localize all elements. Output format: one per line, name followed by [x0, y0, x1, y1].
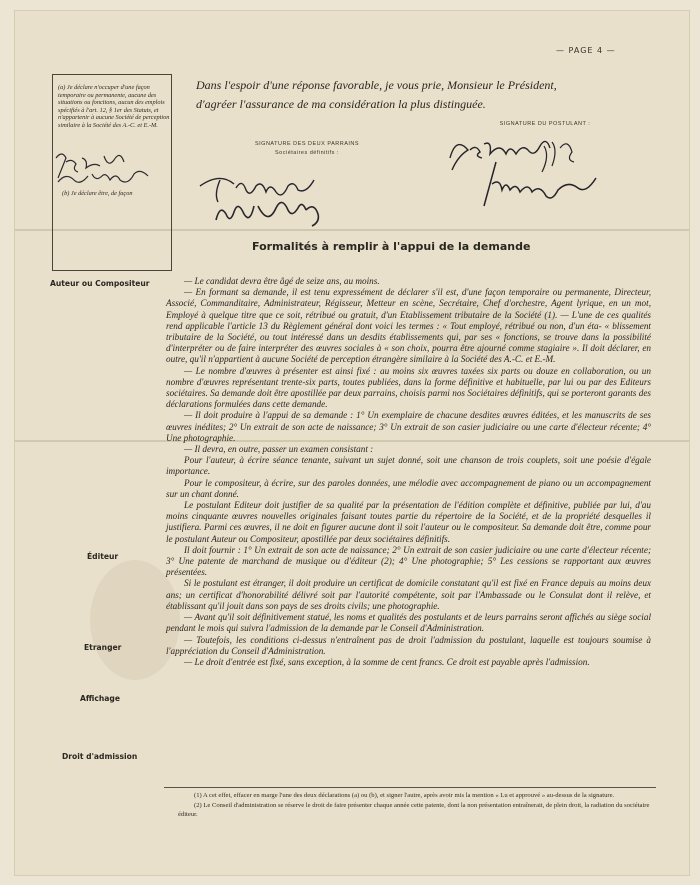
paragraph: — Avant qu'il soit définitivement statué, les noms et qualités des postulants et de leurs parrains seront affichés au siège social pendant le mois qui suivra l'admission de la demande par le Conseil d'Administration. — [166, 612, 651, 634]
label-auteur: Auteur ou Compositeur — [50, 279, 150, 288]
formalities-text — [166, 276, 651, 668]
paragraph: Si le postulant est étranger, il doit produire un certificat de domicile constatant qu'il est fixé en France depuis au moins deux ans; un certificat d'honorabilité délivré soit par l'autorité compétente, soit par l'Ambassade ou le Consulat dont il relève, et établissant qu'il jouit dans son pays de ses droits civils; une photographie. — [166, 578, 651, 611]
page-number: — PAGE 4 — — [556, 46, 616, 55]
parrains-label-line: Sociétaires définitifs : — [275, 150, 339, 156]
footnote: (2) Le Conseil d'administration se réserve le droit de faire présenter chaque année cette patente, dont la non présentation entraînerait, de plein droit, la radiation du sociétaire éditeur. — [178, 801, 650, 818]
parrains-label-line: SIGNATURE DES DEUX PARRAINS — [254, 141, 360, 147]
parrains-signature-label — [244, 140, 370, 158]
declaration-a: (a) Je déclare n'occuper d'une façon temporaire ou permanente, aucune des situations ou fonctions, aucun des emplois spécifiés à l'art. 12, § 1er des Statuts, et n'appartenir à aucune Société de perception similaire à la Société des A.-C. et E.-M. — [58, 84, 170, 129]
paragraph: Il doit fournir : 1° Un extrait de son acte de naissance; 2° Un extrait de son casier judiciaire ou une carte d'électeur récente; 3° Une patente de marchand de musique ou d'éditeur (2); 4° Une photographie; 5° Les cessions se rapportant aux œuvres présentées. — [166, 544, 651, 578]
label-affichage: Affichage — [80, 694, 120, 703]
paragraph: — En formant sa demande, il est tenu expressément de déclarer s'il est, d'une façon temporaire ou permanente, Directeur, Associé, Commanditaire, Administrateur, Régisseur, Metteur en scène, Secrétaire, Chef d'orchestre, Agent lyrique, en un mot, Employé à quelque titre que ce soit, rétribué ou gratuit, d'un Etablissement tributaire de la Société (1). — L'une de ces qualités rend applicable l'article 13 du Règlement général dont voici les termes : « Tout employé, rétribué ou non, d'un éta- « blissement tributaire de la Société, ou tout intéressé dans un desdits établissements qui, par ses « fonctions, se trouve dans la possibilité d'interpréter ou de faire interpréter des œuvres sociales à « son choix, pourra être ajourné comme stagiaire ». Il doit déclarer, en outre, qu'il n'appartient à aucune Société de perception étrangère similaire à la Société des A.-C. et E.-M. — [166, 287, 651, 365]
postulant-signature — [440, 128, 630, 218]
paragraph: Le postulant Editeur doit justifier de sa qualité par la présentation de l'édition complète et définitive, publiée par lui, d'au moins cinquante œuvres nouvelles originales faisant toutes partie du répertoire de la Société, et de la propriété desquelles il justifiera. Parmi ces œuvres, il ne doit en figurer aucune dont il soit l'auteur ou le compositeur. Sa demande doit être, comme pour le postulant Auteur ou Compositeur, apostillée par deux sociétaires définitifs. — [166, 500, 651, 544]
paragraph: — Le nombre d'œuvres à présenter est ainsi fixé : au moins six œuvres taxées six parts ou douze en collaboration, ou un nombre d'œuvres représentant trente-six parts, toutes publiées, dans la forme définitive et habituelle, par lui ou par des Editeurs sociétaires. Sa demande doit être apostillée par deux parrains, choisis parmi nos Sociétaires définitifs, qui se porteront garants des déclarations formulées dans cette demande. — [166, 365, 651, 410]
declaration-b: (b) Je déclare être, de façon — [62, 190, 133, 197]
paragraph: — Il devra, en outre, passer un examen consistant : — [184, 444, 374, 455]
box-signature — [52, 148, 172, 190]
paragraph: Pour l'auteur, à écrire séance tenante, suivant un sujet donné, soit une chanson de trois couplets, soit une poésie d'égale importance. — [166, 455, 651, 477]
footnote-rule — [164, 787, 656, 788]
paragraph: — Le candidat devra être âgé de seize ans, au moins. — [184, 276, 380, 286]
closing-line: d'agréer l'assurance de ma considération la plus distinguée. — [196, 97, 486, 111]
footnotes — [178, 792, 652, 820]
paragraph: Pour le compositeur, à écrire, sur des paroles données, une mélodie avec accompagnement de piano ou un accompagnement sur un chant donné. — [166, 477, 651, 499]
label-editeur: Éditeur — [87, 552, 119, 561]
paragraph: — Toutefois, les conditions ci-dessus n'entraînent pas de droit l'admission du postulant, laquelle est toujours soumise à l'appréciation du Conseil d'Administration. — [166, 634, 651, 656]
label-etranger: Etranger — [84, 643, 122, 652]
label-droit: Droit d'admission — [62, 752, 138, 761]
footnote: (1) A cet effet, effacer en marge l'une des deux déclarations (a) ou (b), et signer l'autre, après avoir mis la mention « Lu et approuvé » au-dessus de la signature. — [194, 792, 615, 799]
closing-line: Dans l'espoir d'une réponse favorable, je vous prie, Monsieur le Président, — [196, 78, 557, 92]
parrains-signatures — [196, 160, 346, 240]
paragraph: — Le droit d'entrée est fixé, sans exception, à la somme de cent francs. Ce droit est payable après l'admission. — [184, 656, 590, 667]
paragraph: — Il doit produire à l'appui de sa demande : 1° Un exemplaire de chacune desdites œuvres éditées, et les manuscrits de ses œuvres inédites; 2° Un extrait de son acte de naissance; 3° Un extrait de son casier judiciaire ou une carte d'électeur récente; 4° Une photographie. — [166, 410, 651, 443]
closing-formula — [196, 76, 666, 114]
postulant-signature-label: SIGNATURE DU POSTULANT : — [499, 121, 591, 127]
section-heading: Formalités à remplir à l'appui de la demande — [252, 240, 531, 253]
